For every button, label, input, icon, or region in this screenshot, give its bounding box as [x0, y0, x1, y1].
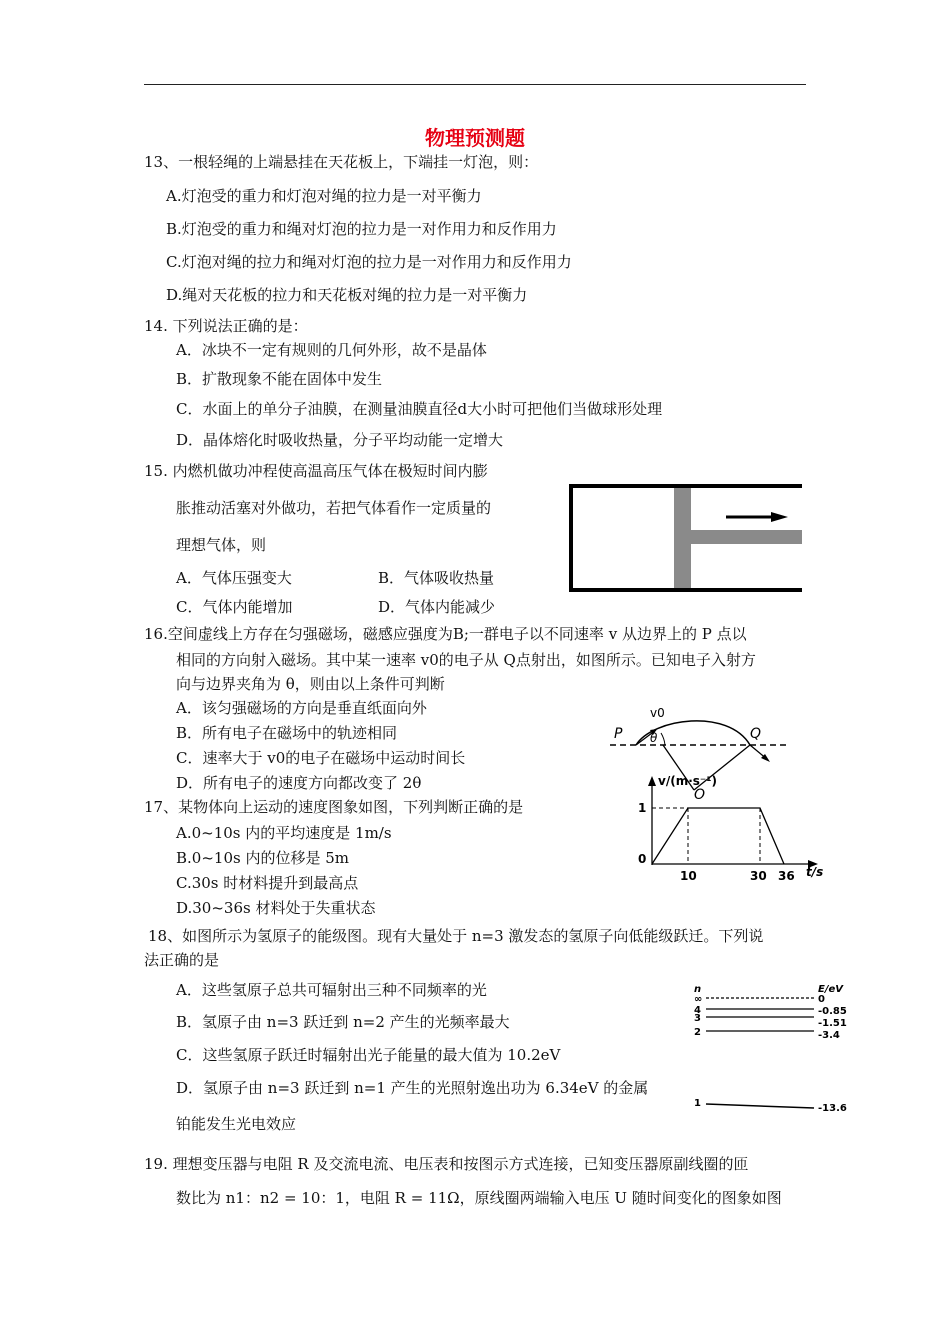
q16-option-d: D．所有电子的速度方向都改变了 2θ [176, 774, 422, 792]
level-e-1: -13.6 [818, 1103, 847, 1114]
level-line-1 [706, 1104, 814, 1108]
level-n-1: 1 [694, 1098, 701, 1109]
v-tick-1: 1 [638, 801, 647, 815]
header-rule [144, 84, 806, 85]
q16-option-a: A．该匀强磁场的方向是垂直纸面向外 [176, 699, 427, 717]
q14-option-d: D．晶体熔化时吸收热量，分子平均动能一定增大 [176, 431, 504, 449]
t-axis-label: t/s [806, 865, 824, 879]
q19-stem-1: 19. 理想变压器与电阻 R 及交流电流、电压表和按图示方式连接，已知变压器原副线圈的匝 [144, 1155, 749, 1173]
q14-option-a: A．冰块不一定有规则的几何外形，故不是晶体 [176, 341, 487, 359]
q17-option-c: C.30s 时材料提升到最高点 [176, 874, 359, 892]
level-e-2: -3.4 [818, 1030, 840, 1041]
o-label: O [694, 787, 706, 800]
v0-label: v0 [650, 706, 665, 720]
q16-option-b: B．所有电子在磁场中的轨迹相同 [176, 724, 398, 742]
q17-option-a: A.0~10s 内的平均速度是 1m/s [176, 824, 392, 842]
q13-option-d: D.绳对天花板的拉力和天花板对绳的拉力是一对平衡力 [166, 286, 528, 304]
q17-stem: 17、某物体向上运动的速度图象如图，下列判断正确的是 [144, 798, 524, 816]
velocity-time-graph [620, 770, 825, 882]
q18-option-c: C．这些氢原子跃迁时辐射出光子能量的最大值为 10.2eV [176, 1046, 561, 1064]
q13-option-a: A.灯泡受的重力和灯泡对绳的拉力是一对平衡力 [166, 187, 482, 205]
t-tick-10: 10 [680, 869, 697, 882]
v-axis-arrow [648, 776, 656, 786]
q15-option-b: B．气体吸收热量 [378, 569, 495, 587]
velocity-line [652, 808, 784, 864]
angle-arc [661, 733, 665, 745]
level-n-inf: ∞ [694, 994, 703, 1005]
n-header: n [694, 984, 702, 995]
q13-stem: 13、一根轻绳的上端悬挂在天花板上，下端挂一灯泡，则： [144, 153, 539, 171]
t-tick-30: 30 [750, 869, 767, 882]
q18-option-a: A．这些氢原子总共可辐射出三种不同频率的光 [176, 981, 487, 999]
q15-stem-3: 理想气体，则 [176, 536, 267, 554]
piston-cylinder-figure [568, 484, 804, 594]
q17-option-d: D.30~36s 材料处于失重状态 [176, 899, 376, 917]
q18-option-d-cont: 铂能发生光电效应 [176, 1115, 297, 1133]
q16-stem-3: 向与边界夹角为 θ，则由以上条件可判断 [176, 675, 445, 693]
q14-option-c: C．水面上的单分子油膜，在测量油膜直径d大小时可把他们当做球形处理 [176, 400, 663, 418]
energy-level-diagram [690, 980, 850, 1120]
piston-head [674, 488, 691, 588]
q14-option-b: B．扩散现象不能在固体中发生 [176, 370, 383, 388]
q18-option-b: B．氢原子由 n=3 跃迁到 n=2 产生的光频率最大 [176, 1013, 510, 1031]
q13-option-b: B.灯泡受的重力和绳对灯泡的拉力是一对作用力和反作用力 [166, 220, 557, 238]
q16-stem-2: 相同的方向射入磁场。其中某一速率 v0的电子从 Q点射出，如图所示。已知电子入射方 [176, 651, 756, 669]
q15-option-d: D．气体内能减少 [378, 598, 496, 616]
q13-option-c: C.灯泡对绳的拉力和绳对灯泡的拉力是一对作用力和反作用力 [166, 253, 572, 271]
motion-arrow-head [771, 512, 788, 522]
q18-option-d: D．氢原子由 n=3 跃迁到 n=1 产生的光照射逸出功为 6.34eV 的金属 [176, 1079, 649, 1097]
q16-stem-1: 16.空间虚线上方存在匀强磁场，磁感应强度为B;一群电子以不同速率 v 从边界上的 P 点以 [144, 625, 747, 643]
level-n-4: 4 [694, 1005, 701, 1016]
q15-stem-1: 15. 内燃机做功冲程使高温高压气体在极短时间内膨 [144, 462, 488, 480]
origin-label: 0 [638, 852, 647, 866]
p-label: P [614, 726, 623, 742]
t-tick-36: 36 [778, 869, 795, 882]
q16-option-c: C．速率大于 v0的电子在磁场中运动时间长 [176, 749, 466, 767]
q15-option-a: A．气体压强变大 [176, 569, 292, 587]
level-n-2: 2 [694, 1027, 701, 1038]
page-title: 物理预测题 [425, 126, 525, 150]
level-e-inf: 0 [818, 994, 825, 1005]
q17-option-b: B.0~10s 内的位移是 5m [176, 849, 349, 867]
q-label: Q [750, 726, 762, 742]
v-axis-label: v/(m·s⁻¹) [658, 774, 717, 788]
q15-option-c: C．气体内能增加 [176, 598, 293, 616]
q15-stem-2: 胀推动活塞对外做功，若把气体看作一定质量的 [176, 499, 492, 517]
e-header: E/eV [818, 984, 844, 995]
q14-stem: 14. 下列说法正确的是： [144, 317, 308, 335]
q18-stem-2: 法正确的是 [144, 951, 220, 969]
level-n-3: 3 [694, 1013, 701, 1024]
level-e-3: -1.51 [818, 1018, 847, 1029]
theta-label: θ [650, 731, 658, 745]
piston-rod [691, 530, 802, 544]
level-e-4: -0.85 [818, 1006, 847, 1017]
q19-stem-2: 数比为 n1：n2 = 10：1，电阻 R = 11Ω，原线圈两端输入电压 U 随时间变化的图象如图 [176, 1189, 782, 1207]
q18-stem-1: 18、如图所示为氢原子的能级图。现有大量处于 n=3 激发态的氢原子向低能级跃迁。下列说 [148, 927, 764, 945]
